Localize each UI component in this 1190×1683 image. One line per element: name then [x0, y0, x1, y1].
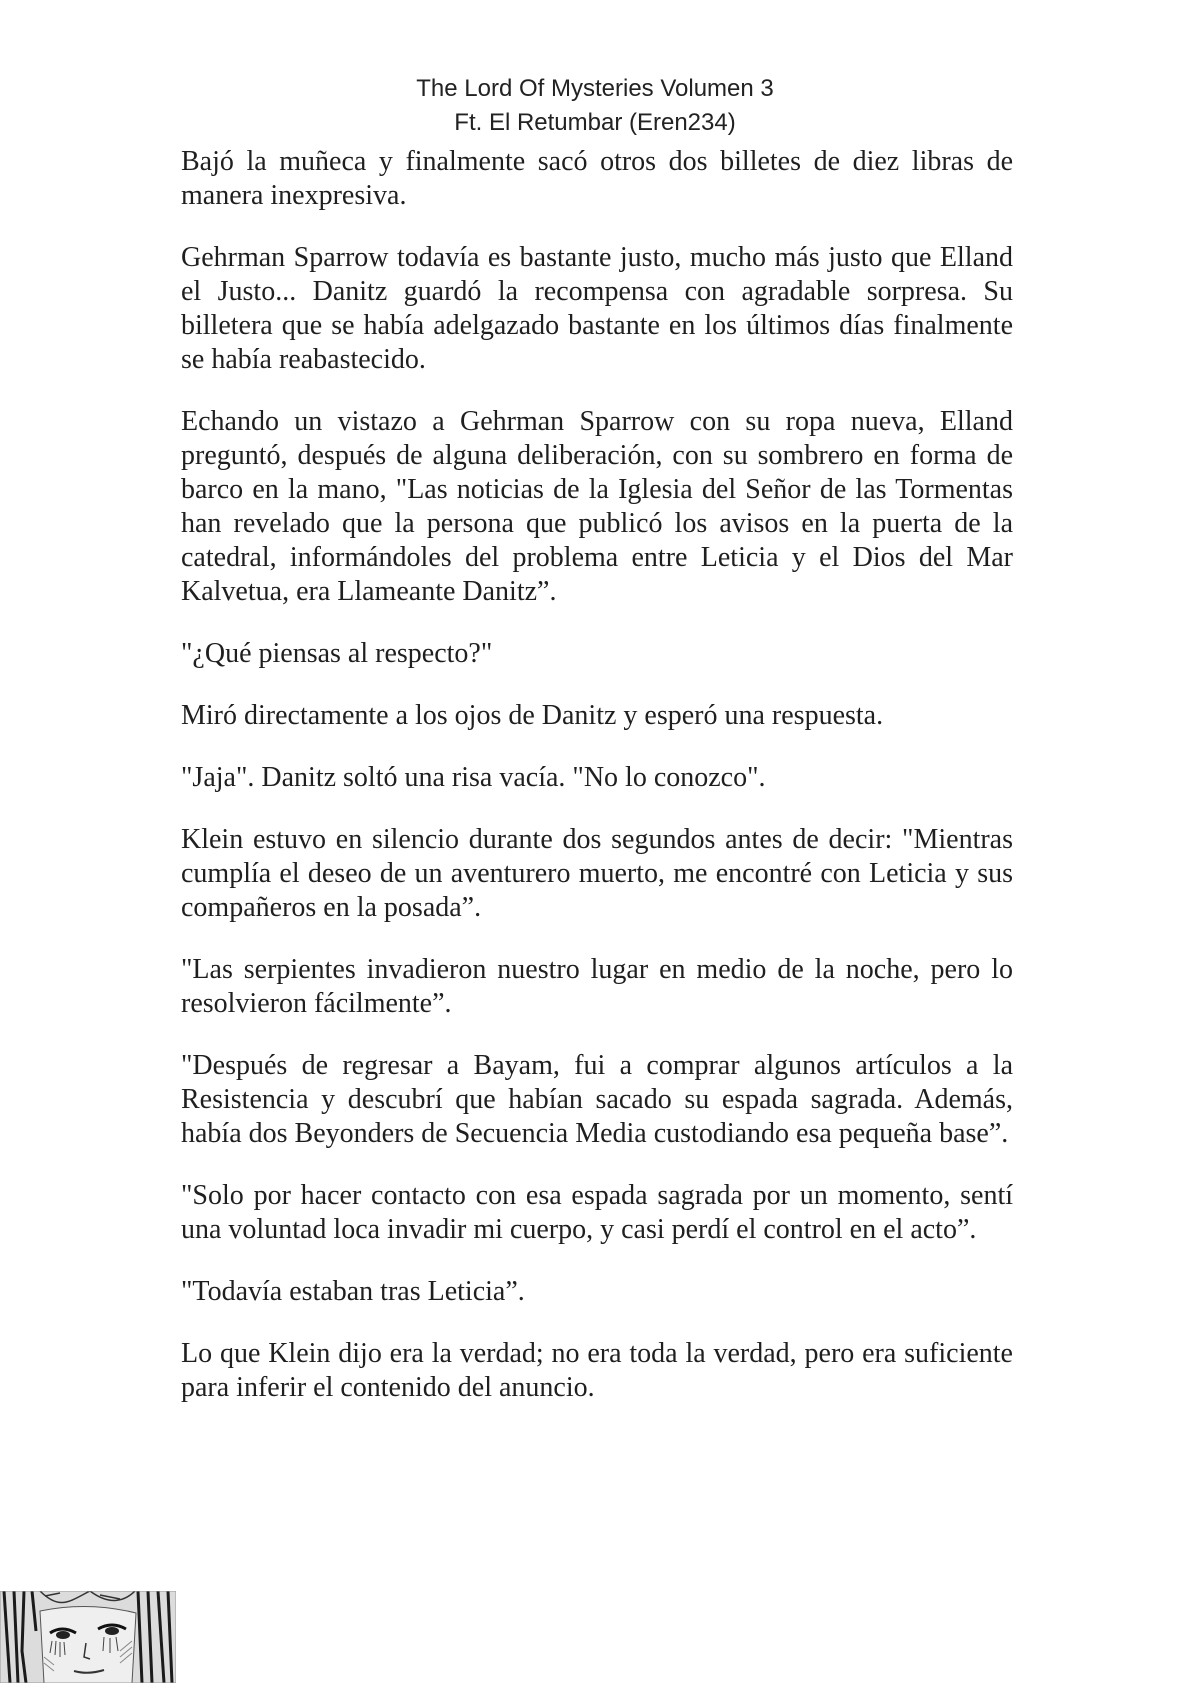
body-text — [181, 145, 1013, 1433]
manga-portrait-logo — [0, 1591, 176, 1683]
paragraph: "Jaja". Danitz soltó una risa vacía. "No lo conozco". — [181, 762, 766, 793]
paragraph: "Después de regresar a Bayam, fui a comprar algunos artículos a la Resistencia y descubrí que habían sacado su espada sagrada. Además, había dos Beyonders de Secuencia Media custodiando esa pequeña base”. — [181, 1050, 1013, 1149]
paragraph: Miró directamente a los ojos de Danitz y esperó una respuesta. — [181, 700, 884, 731]
paragraph: Bajó la muñeca y finalmente sacó otros dos billetes de diez libras de manera inexpresiva. — [181, 146, 1013, 211]
paragraph: Gehrman Sparrow todavía es bastante justo, mucho más justo que Elland el Justo... Danitz guardó la recompensa con agradable sorpresa. Su billetera que se había adelgazado bastante en los últimos días finalmente se había reabastecido. — [181, 242, 1013, 375]
page-header — [0, 72, 1190, 140]
paragraph: "Las serpientes invadieron nuestro lugar en medio de la noche, pero lo resolvieron fácilmente”. — [181, 954, 1013, 1019]
paragraph: "¿Qué piensas al respecto?" — [181, 638, 493, 669]
paragraph: Echando un vistazo a Gehrman Sparrow con su ropa nueva, Elland preguntó, después de alguna deliberación, con su sombrero en forma de barco en la mano, "Las noticias de la Iglesia del Señor de las Tormentas han revelado que la persona que publicó los avisos en la puerta de la catedral, informándoles del problema entre Leticia y el Dios del Mar Kalvetua, era Llameante Danitz”. — [181, 406, 1013, 607]
header-subtitle: Ft. El Retumbar (Eren234) — [454, 109, 736, 136]
paragraph: "Solo por hacer contacto con esa espada sagrada por un momento, sentí una voluntad loca invadir mi cuerpo, y casi perdí el control en el acto”. — [181, 1180, 1013, 1245]
paragraph: "Todavía estaban tras Leticia”. — [181, 1276, 525, 1307]
header-title: The Lord Of Mysteries Volumen 3 — [416, 75, 774, 102]
paragraph: Klein estuvo en silencio durante dos segundos antes de decir: "Mientras cumplía el deseo de un aventurero muerto, me encontré con Leticia y sus compañeros en la posada”. — [181, 824, 1013, 923]
paragraph: Lo que Klein dijo era la verdad; no era toda la verdad, pero era suficiente para inferir el contenido del anuncio. — [181, 1338, 1013, 1403]
